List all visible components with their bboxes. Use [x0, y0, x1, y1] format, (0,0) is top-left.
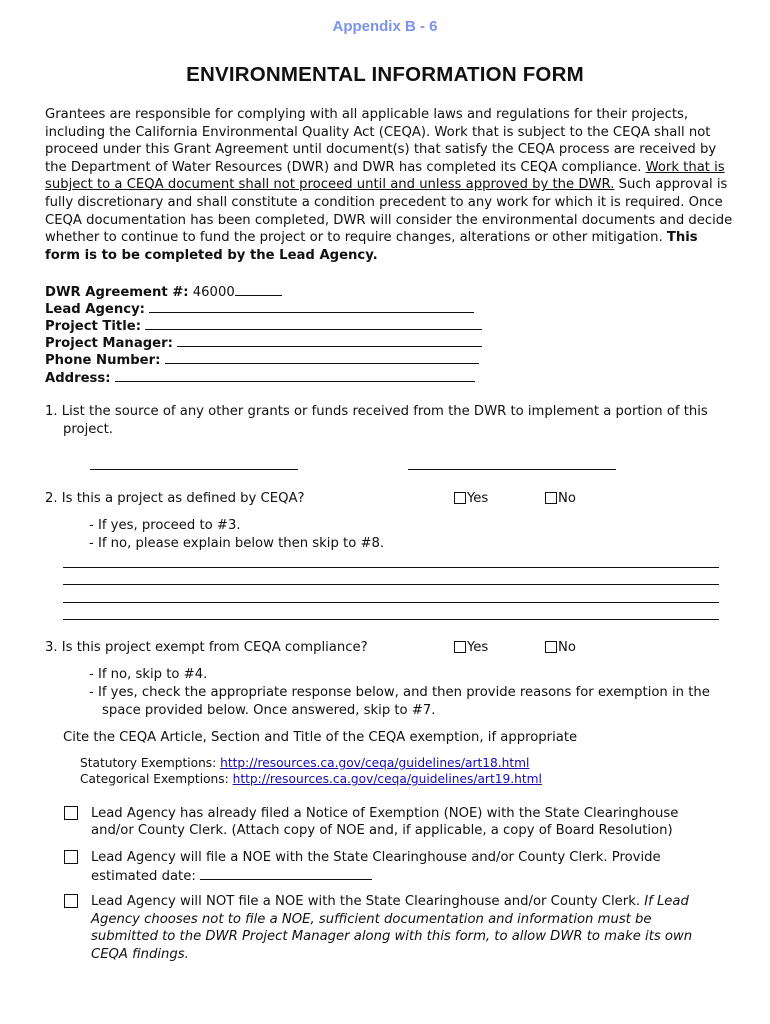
intro-text-2: Such approval is fully discretionary and shall constitute a condition precedent to any work for which it is required. Once CEQA documentation has been completed, DWR will consider the environmental documents and decide whether to continue to fund the project or to require changes, alterations or other mitigation.	[45, 177, 733, 246]
q3-no-option[interactable]	[545, 639, 576, 657]
address-field[interactable]	[115, 369, 475, 382]
q3-no-label: No	[558, 640, 576, 655]
project-title-row	[45, 317, 482, 336]
option-3-italic-4: CEQA findings.	[91, 947, 189, 962]
categorical-link[interactable]: http://resources.ca.gov/ceqa/guidelines/art19.html	[232, 772, 542, 786]
lead-agency-row	[45, 300, 474, 319]
statutory-row	[80, 755, 529, 772]
q1-text: 1. List the source of any other grants or funds received from the DWR to implement a portion of this	[45, 404, 708, 419]
option-3-line-4	[91, 946, 189, 964]
q2-text: 2. Is this a project as defined by CEQA?	[45, 491, 305, 506]
q3-note-2b: space provided below. Once answered, skip to #7.	[102, 703, 436, 718]
estimated-date-label: estimated date:	[91, 869, 200, 884]
q1-text-2: project.	[63, 422, 113, 437]
q1-answer-line-1[interactable]	[90, 469, 298, 470]
option-3-line-2	[91, 911, 652, 929]
q2-note-1: - If yes, proceed to #3.	[89, 518, 241, 533]
q2-explain-line-1[interactable]	[63, 567, 719, 568]
address-label: Address:	[45, 371, 111, 386]
agreement-field[interactable]	[235, 283, 282, 296]
q3-yes-checkbox[interactable]	[454, 641, 466, 653]
option-3-line-3	[91, 928, 692, 946]
q2-note-2: - If no, please explain below then skip to #8.	[89, 536, 385, 551]
q2-no-option[interactable]	[545, 490, 576, 508]
phone-label: Phone Number:	[45, 353, 161, 368]
agreement-value: 46000	[192, 285, 235, 300]
option-2-line-1: Lead Agency will file a NOE with the State Clearinghouse and/or County Clerk. Provide	[91, 850, 661, 865]
q1-answer-line-2[interactable]	[408, 469, 616, 470]
lead-agency-field[interactable]	[149, 300, 474, 313]
address-row	[45, 369, 475, 388]
categorical-label: Categorical Exemptions:	[80, 772, 233, 786]
option-3-italic-3: submitted to the DWR Project Manager along with this form, to allow DWR to make its own	[91, 929, 693, 944]
project-manager-field[interactable]	[177, 334, 482, 347]
q3-text: 3. Is this project exempt from CEQA compliance?	[45, 640, 368, 655]
intro-text-1: Grantees are responsible for complying with all applicable laws and regulations for their projects, including the California Environmental Quality Act (CEQA). Work that is subject to the CEQA shall not proceed under this Grant Agreement until document(s) that satisfy the CEQA process are received by the Department of Water Resources (DWR) and DWR has completed its CEQA compliance.	[45, 107, 717, 175]
project-manager-row	[45, 334, 482, 353]
agreement-row	[45, 283, 282, 302]
option-2-checkbox[interactable]	[64, 850, 78, 864]
q2-no-label: No	[558, 491, 576, 506]
q2-yes-label: Yes	[467, 491, 489, 506]
lead-agency-label: Lead Agency:	[45, 302, 145, 317]
q2-no-checkbox[interactable]	[545, 492, 557, 504]
project-title-label: Project Title:	[45, 319, 141, 334]
phone-row	[45, 351, 479, 370]
option-3-italic-start: If Lead	[644, 894, 689, 909]
project-title-field[interactable]	[145, 317, 482, 330]
form-title: ENVIRONMENTAL INFORMATION FORM	[186, 63, 584, 86]
option-3-italic-2: Agency chooses not to file a NOE, sufficient documentation and information must be	[91, 912, 652, 927]
q2-yes-option[interactable]	[454, 490, 488, 508]
intro-underlined: Work that is subject to a CEQA document shall not proceed until and unless approved by the DWR.	[45, 159, 725, 193]
q2-yes-checkbox[interactable]	[454, 492, 466, 504]
statutory-link[interactable]: http://resources.ca.gov/ceqa/guidelines/art18.html	[220, 756, 530, 770]
option-1-line-1: Lead Agency has already filed a Notice of Exemption (NOE) with the State Clearinghouse	[91, 806, 679, 821]
appendix-label: Appendix B - 6	[332, 18, 438, 35]
option-3-line-1	[91, 893, 689, 911]
q2-explain-line-2[interactable]	[63, 584, 719, 585]
agreement-label: DWR Agreement #:	[45, 285, 189, 300]
project-manager-label: Project Manager:	[45, 336, 173, 351]
intro-bold: This form is to be completed by the Lead Agency.	[45, 230, 698, 263]
q2-explain-line-4[interactable]	[63, 619, 719, 620]
intro-paragraph	[45, 106, 735, 264]
estimated-date-field[interactable]	[200, 867, 372, 880]
q3-yes-label: Yes	[467, 640, 489, 655]
q3-yes-option[interactable]	[454, 639, 488, 657]
statutory-label: Statutory Exemptions:	[80, 756, 221, 770]
q3-cite: Cite the CEQA Article, Section and Title of the CEQA exemption, if appropriate	[63, 730, 578, 745]
option-3-plain: Lead Agency will NOT file a NOE with the State Clearinghouse and/or County Clerk.	[91, 894, 645, 909]
option-1-checkbox[interactable]	[64, 806, 78, 820]
option-3-checkbox[interactable]	[64, 894, 78, 908]
categorical-row	[80, 771, 542, 788]
q3-note-2a: - If yes, check the appropriate response below, and then provide reasons for exemption in the	[89, 685, 710, 700]
option-2-line-2	[91, 867, 372, 886]
q3-note-1: - If no, skip to #4.	[89, 667, 208, 682]
q3-no-checkbox[interactable]	[545, 641, 557, 653]
phone-field[interactable]	[165, 351, 479, 364]
option-1-line-2: and/or County Clerk. (Attach copy of NOE and, if applicable, a copy of Board Resolution)	[91, 823, 673, 838]
q2-explain-line-3[interactable]	[63, 602, 719, 603]
